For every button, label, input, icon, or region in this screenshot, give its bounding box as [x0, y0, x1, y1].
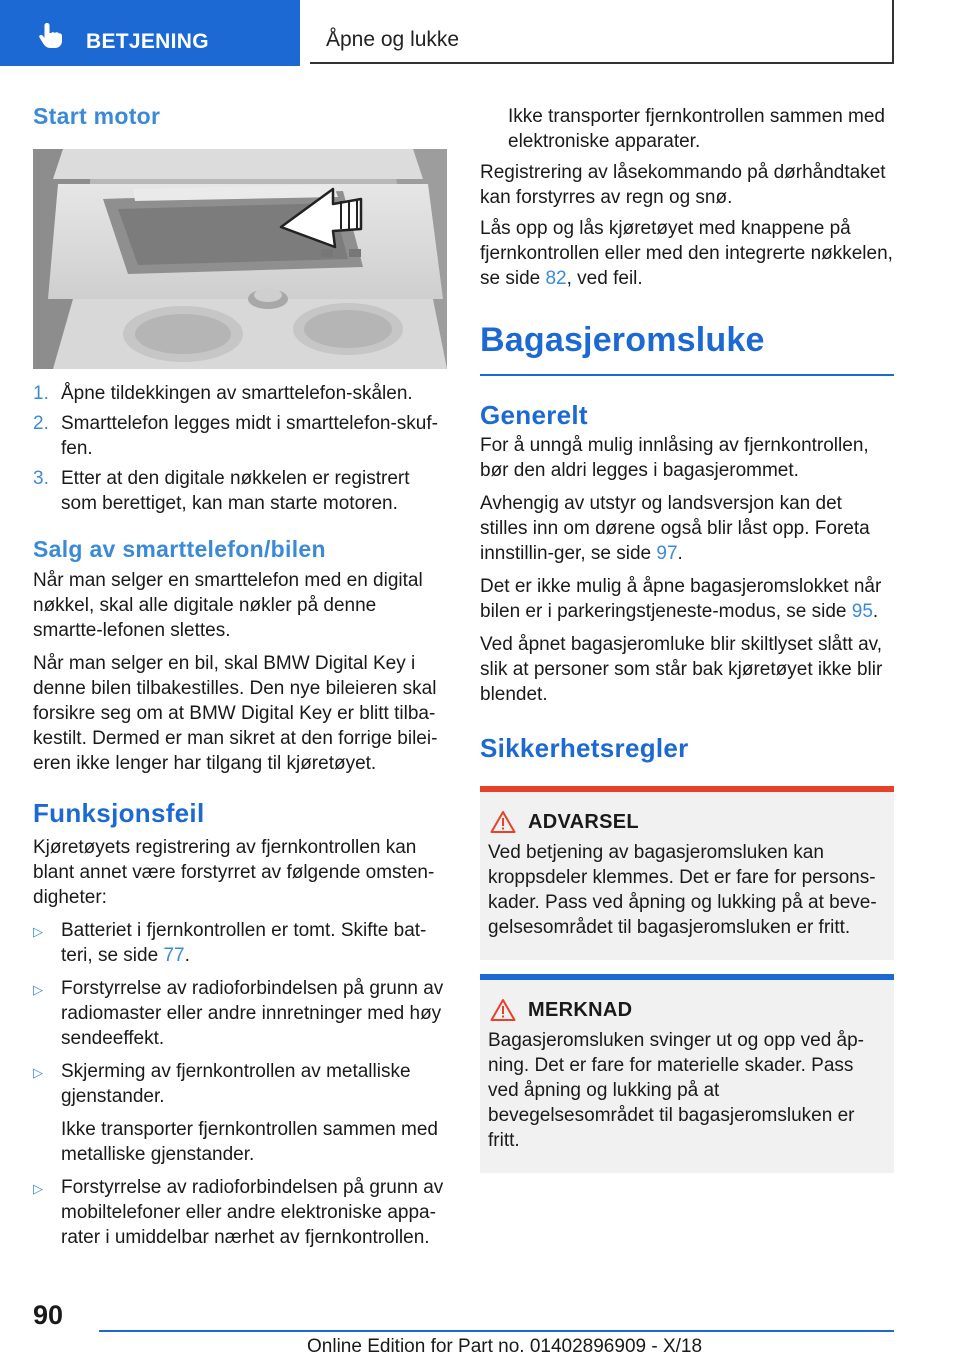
list-item	[33, 1175, 447, 1250]
section-label: BETJENING	[86, 30, 209, 53]
page-link-77[interactable]: 77	[163, 945, 185, 966]
list-item	[33, 466, 447, 516]
page-link-97[interactable]: 97	[656, 543, 678, 564]
general-paragraph-3	[480, 574, 894, 624]
section-tab[interactable]	[0, 0, 300, 66]
list-item	[33, 411, 447, 461]
unlock-text: Lås opp og lås kjøretøyet med knappene på fjernkontrollen eller med den integrerte nøkkelen, se side	[480, 218, 893, 289]
warning-triangle-icon	[490, 810, 516, 834]
step-text: Smarttelefon legges midt i smarttelefon-skuf-fen.	[61, 413, 438, 459]
note-triangle-icon	[490, 998, 516, 1022]
triangle-bullet-icon: ▷	[33, 924, 43, 939]
step-number: 3.	[33, 468, 49, 489]
step-text: Åpne tildekkingen av smarttelefon-skålen.	[61, 383, 413, 404]
general-text-3: Det er ikke mulig å åpne bagasjeromslokket når bilen er i parkeringstjeneste-modus, se side	[480, 576, 882, 622]
page-link-95[interactable]: 95	[851, 601, 873, 622]
page-header	[310, 0, 894, 64]
general-heading: Generelt	[480, 400, 588, 430]
footer-rule	[99, 1330, 894, 1332]
fault-heading: Funksjonsfeil	[33, 798, 205, 828]
edition-footer: Online Edition for Part no. 01402896909 - X/18	[307, 1336, 703, 1357]
step-text: Etter at den digitale nøkkelen er registrert som berettiget, kan man starte motoren.	[61, 468, 410, 514]
note-title: MERKNAD	[528, 998, 633, 1021]
fault-bullet-list	[33, 918, 447, 1250]
fault-paragraph: Kjøretøyets registrering av fjernkontrollen kan blant annet være forstyrret av følgende omsten-digheter:	[33, 837, 435, 908]
triangle-bullet-icon: ▷	[33, 982, 43, 997]
bullet-text-end: .	[184, 945, 190, 966]
general-text-3-end: .	[872, 601, 879, 622]
note-box	[480, 974, 894, 1173]
list-item	[33, 918, 447, 968]
bullet-text: Skjerming av fjernkontrollen av metalliske gjenstander.	[61, 1061, 411, 1107]
general-paragraph-1: For å unngå mulig innlåsing av fjernkontrollen, bør den aldri legges i bagasjerommet.	[480, 435, 869, 481]
bullet-text: Forstyrrelse av radioforbindelsen på grunn av mobiltelefoner eller andre elektroniske appa-rater i umiddelbar nærhet av fjernkontrollen.	[61, 1177, 444, 1248]
start-steps-list	[33, 381, 447, 516]
unlock-paragraph	[480, 216, 894, 291]
unlock-text-end: , ved feil.	[566, 268, 643, 289]
right-column	[480, 100, 894, 1173]
list-item	[33, 381, 447, 406]
safety-heading: Sikkerhetsregler	[480, 733, 689, 763]
general-paragraph-4: Ved åpnet bagasjeromluke blir skiltlyset slått av, slik at personer som står bak kjøretøyet ikke blir blendet.	[480, 634, 883, 705]
start-motor-heading: Start motor	[33, 103, 161, 129]
sale-paragraph-2: Når man selger en bil, skal BMW Digital Key i denne bilen tilbakestilles. Den nye bileieren skal forsikre seg om at BMW Digital Key er blitt tilba-kestilt. Dermed er man sikret at den forrige bilei-eren ikke lenger har tilgang til kjøretøyet.	[33, 653, 438, 774]
bullet-subtext: Ikke transporter fjernkontrollen sammen med metalliske gjenstander.	[61, 1119, 438, 1165]
general-paragraph-2	[480, 491, 894, 566]
warning-box	[480, 786, 894, 960]
triangle-bullet-icon: ▷	[33, 1065, 43, 1080]
bullet-text: Forstyrrelse av radioforbindelsen på grunn av radiomaster eller andre innretninger med høy sendeeffekt.	[61, 978, 444, 1049]
hand-pointer-icon	[36, 20, 66, 50]
general-text-2-end: .	[677, 543, 683, 564]
chapter-title: Åpne og lukke	[326, 28, 460, 51]
bullet-text: Batteriet i fjernkontrollen er tomt. Skifte bat-teri, se side	[61, 920, 427, 966]
note-text: Bagasjeromsluken svinger ut og opp ved åp-ning. Det er fare for materielle skader. Pass ved åpning og lukking på at bevegelsesområdet til bagasjeromsluken er fritt.	[488, 1030, 865, 1151]
sale-paragraph-1: Når man selger en smarttelefon med en digital nøkkel, skal alle digitale nøkler på denne smartte-lefonen slettes.	[33, 570, 423, 641]
triangle-bullet-icon: ▷	[33, 1181, 43, 1196]
list-item	[33, 1059, 447, 1167]
smartphone-tray-photo	[33, 149, 447, 369]
step-number: 1.	[33, 383, 49, 404]
trunk-heading: Bagasjeromsluke	[480, 321, 765, 359]
general-text-2: Avhengig av utstyr og landsversjon kan det stilles inn om dørene også blir låst opp. Foreta innstillin-ger, se side	[480, 493, 870, 564]
page-number: 90	[33, 1300, 64, 1330]
left-column	[33, 100, 447, 1250]
continued-text: Ikke transporter fjernkontrollen sammen med elektroniske apparater.	[508, 106, 885, 152]
console-illustration	[33, 149, 447, 369]
list-item	[33, 976, 447, 1051]
step-number: 2.	[33, 413, 49, 434]
rain-snow-paragraph: Registrering av låsekommando på dørhåndtaket kan forstyrres av regn og snø.	[480, 162, 886, 208]
warning-text: Ved betjening av bagasjeromsluken kan kroppsdeler klemmes. Det er fare for persons-kader. Pass ved åpning og lukking på at beve-gelsesområdet til bagasjeromsluken er fritt.	[488, 842, 877, 938]
warning-title: ADVARSEL	[528, 810, 639, 833]
sale-heading: Salg av smarttelefon/bilen	[33, 536, 326, 562]
page-link-82[interactable]: 82	[545, 268, 567, 289]
heading-rule	[480, 374, 894, 376]
